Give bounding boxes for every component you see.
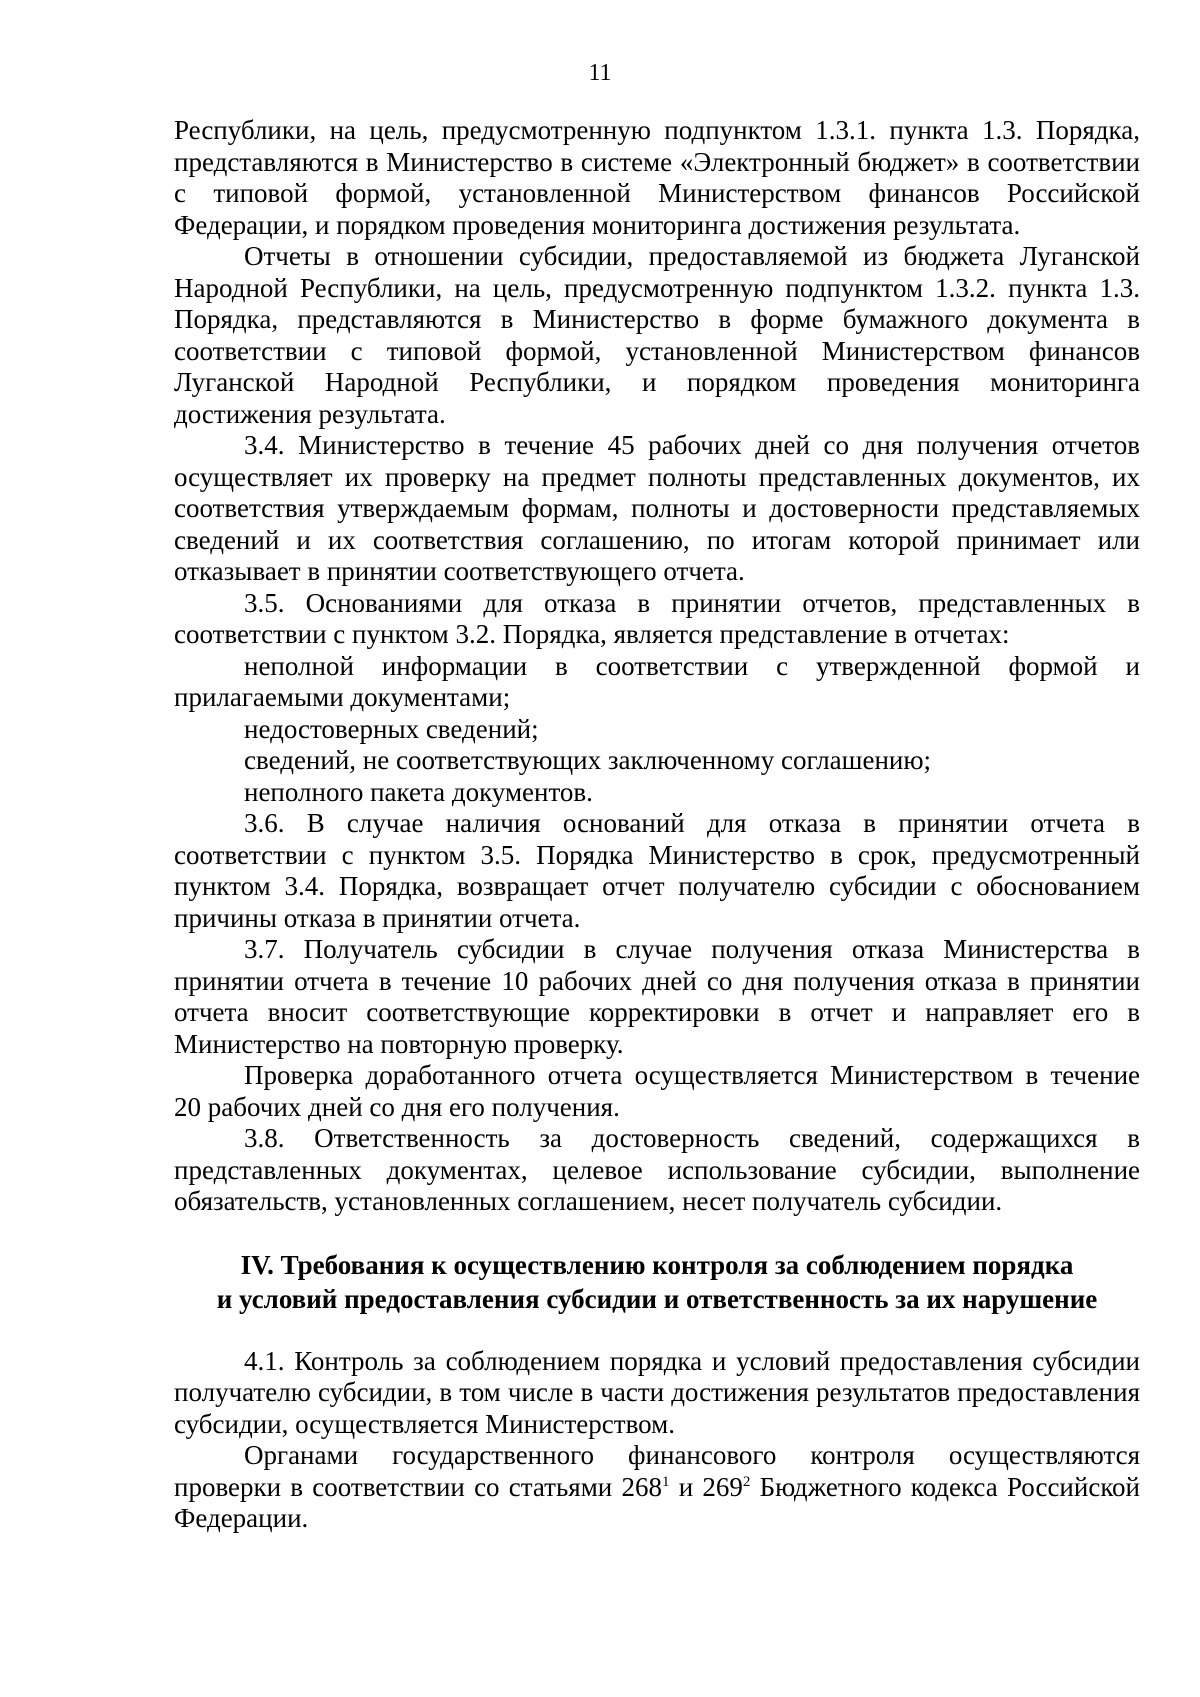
- paragraph: 3.4. Министерство в течение 45 рабочих дней со дня получения отчетов осуществляет их проверку на предмет полноты представленных документов, их соответствия утверждаемым формам, полноты и достоверности представляемых сведений и их соответствия соглашению, по итогам которой принимает или отказывает в принятии соответствующего отчета.: [174, 430, 1140, 586]
- document-body: [174, 115, 1140, 1535]
- paragraph: 3.7. Получатель субсидии в случае получения отказа Министерства в принятии отчета в течение 10 рабочих дней со дня получения отказа в принятии отчета вносит соответствующие корректировки в отчет и направляет его в Министерство на повторную проверку.: [174, 934, 1140, 1059]
- paragraph: 4.1. Контроль за соблюдением порядка и условий предоставления субсидии получателю субсидии, в том числе в части достижения результатов предоставления субсидии, осуществляется Министерством.: [174, 1345, 1140, 1439]
- paragraph: Проверка доработанного отчета осуществляется Министерством в течение 20 рабочих дней со дня его получения.: [174, 1060, 1140, 1122]
- paragraphs-before: [174, 115, 1140, 1218]
- paragraph: сведений, не соответствующих заключенному соглашению;: [244, 745, 932, 775]
- page-number: 11: [588, 60, 612, 86]
- section-heading-line-1: IV. Требования к осуществлению контроля за соблюдением порядка: [240, 1249, 1074, 1280]
- paragraph: 3.6. В случае наличия оснований для отказа в принятии отчета в соответствии с пунктом 3.5. Порядка Министерство в срок, предусмотренный пунктом 3.4. Порядка, возвращает отчет получателю субсидии с обоснованием причины отказа в принятии отчета.: [174, 808, 1140, 933]
- section-heading: [174, 1248, 1140, 1316]
- paragraphs-after: [174, 1346, 1140, 1441]
- paragraph-budget-code-reference: Органами государственного финансового контроля осуществляются проверки в соответствии со статьями $268^1$ и $269^2$ Бюджетного кодекса Российской Федерации.: [174, 1440, 1141, 1533]
- section-heading-line-2: и условий предоставления субсидии и ответственность за их нарушение: [216, 1283, 1098, 1314]
- paragraph: 3.5. Основаниями для отказа в принятии отчетов, представленных в соответствии с пунктом 3.2. Порядка, является представление в отчетах:: [174, 587, 1140, 649]
- paragraph: Отчеты в отношении субсидии, предоставляемой из бюджета Луганской Народной Республики, на цель, предусмотренную подпунктом 1.3.2. пункта 1.3. Порядка, представляются в Министерство в форме бумажного документа в соответствии с типовой формой, установленной Министерством финансов Луганской Народной Республики, и порядком проведения мониторинга достижения результата.: [174, 241, 1140, 429]
- paragraph: неполной информации в соответствии с утвержденной формой и прилагаемыми документами;: [174, 650, 1140, 712]
- paragraph: недостоверных сведений;: [244, 713, 539, 744]
- paragraph: Республики, на цель, предусмотренную подпунктом 1.3.1. пункта 1.3. Порядка, представляются в Министерство в системе «Электронный бюджет» в соответствии с типовой формой, установленной Министерством финансов Российской Федерации, и порядком проведения мониторинга достижения результата.: [174, 115, 1140, 240]
- paragraph: 3.8. Ответственность за достоверность сведений, содержащихся в представленных документах, целевое использование субсидии, выполнение обязательств, установленных соглашением, несет получатель субсидии.: [174, 1123, 1140, 1216]
- footnote-superscript-1: 1: [661, 1473, 670, 1490]
- paragraph: неполного пакета документов.: [244, 776, 593, 807]
- footnote-superscript-2: 2: [742, 1473, 751, 1490]
